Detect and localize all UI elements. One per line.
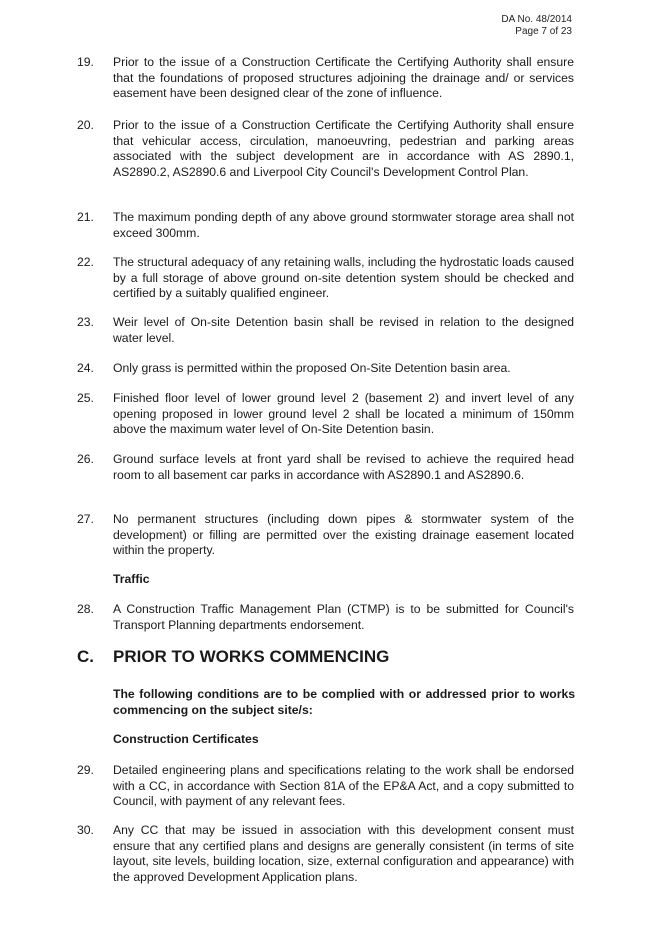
condition-item <box>77 255 574 302</box>
condition-item <box>77 315 574 346</box>
condition-text: Finished floor level of lower ground level 2 (basement 2) and invert level of any opening proposed in lower ground level 2 shall be located a minimum of 150mm above the maximum water level of On-Site Detention basin. <box>113 391 574 437</box>
condition-text: No permanent structures (including down pipes & stormwater system of the development) or filling are permitted over the existing drainage easement located within the property. <box>113 512 574 558</box>
condition-item <box>77 512 574 559</box>
condition-number: 27. <box>77 512 94 526</box>
condition-text: Any CC that may be issued in association with this development consent must ensure that any certified plans and designs are generally consistent (in terms of site layout, site levels, building location, size, external configuration and appearance) with the approved Development Application plans. <box>113 823 574 884</box>
condition-item <box>77 118 574 180</box>
page-number: Page 7 of 23 <box>515 26 572 37</box>
condition-number: 30. <box>77 823 94 837</box>
section-letter: C. <box>77 647 94 666</box>
condition-text: Prior to the issue of a Construction Certificate the Certifying Authority shall ensure that the foundations of proposed structures adjoining the drainage and/ or services easement have been designed clear of the zone of influence. <box>113 55 574 101</box>
condition-text: Weir level of On-site Detention basin shall be revised in relation to the designed water level. <box>113 315 574 345</box>
condition-number: 21. <box>77 210 94 224</box>
condition-item <box>77 763 574 810</box>
condition-item <box>77 55 574 102</box>
condition-text: A Construction Traffic Management Plan (CTMP) is to be submitted for Council's Transport Planning departments endorsement. <box>113 602 574 632</box>
condition-text: The structural adequacy of any retaining walls, including the hydrostatic loads caused by a full storage of above ground on-site detention system should be checked and certified by a suitably qualified engineer. <box>113 255 574 301</box>
condition-text: Prior to the issue of a Construction Certificate the Certifying Authority shall ensure that vehicular access, circulation, manoeuvring, pedestrian and parking areas associated with the subject development are in accordance with AS 2890.1, AS2890.2, AS2890.6 and Liverpool City Council's Development Control Plan. <box>113 118 574 179</box>
subheading-construction-certificates: Construction Certificates <box>113 732 259 746</box>
condition-number: 20. <box>77 118 94 132</box>
subheading-traffic: Traffic <box>113 572 150 586</box>
page-header <box>501 14 572 38</box>
condition-text: The maximum ponding depth of any above ground stormwater storage area shall not exceed 300mm. <box>113 210 574 240</box>
condition-item <box>77 210 574 241</box>
section-title: PRIOR TO WORKS COMMENCING <box>113 647 390 666</box>
section-intro: The following conditions are to be complied with or addressed prior to works commencing on the subject site/s: <box>113 687 575 717</box>
condition-number: 29. <box>77 763 94 777</box>
condition-number: 23. <box>77 315 94 329</box>
condition-number: 22. <box>77 255 94 269</box>
condition-item <box>77 602 574 633</box>
condition-item <box>77 391 574 438</box>
condition-item <box>77 823 574 885</box>
condition-number: 24. <box>77 361 94 375</box>
condition-item <box>77 452 574 483</box>
condition-number: 25. <box>77 391 94 405</box>
condition-text: Only grass is permitted within the proposed On-Site Detention basin area. <box>113 361 511 375</box>
da-number: DA No. 48/2014 <box>501 14 572 25</box>
condition-number: 28. <box>77 602 94 616</box>
condition-number: 26. <box>77 452 94 466</box>
condition-text: Ground surface levels at front yard shall be revised to achieve the required head room to all basement car parks in accordance with AS2890.1 and AS2890.6. <box>113 452 574 482</box>
condition-text: Detailed engineering plans and specifications relating to the work shall be endorsed with a CC, in accordance with Section 81A of the EP&A Act, and a copy submitted to Council, with payment of any relevant fees. <box>113 763 574 809</box>
condition-item <box>77 361 574 377</box>
condition-number: 19. <box>77 55 94 69</box>
